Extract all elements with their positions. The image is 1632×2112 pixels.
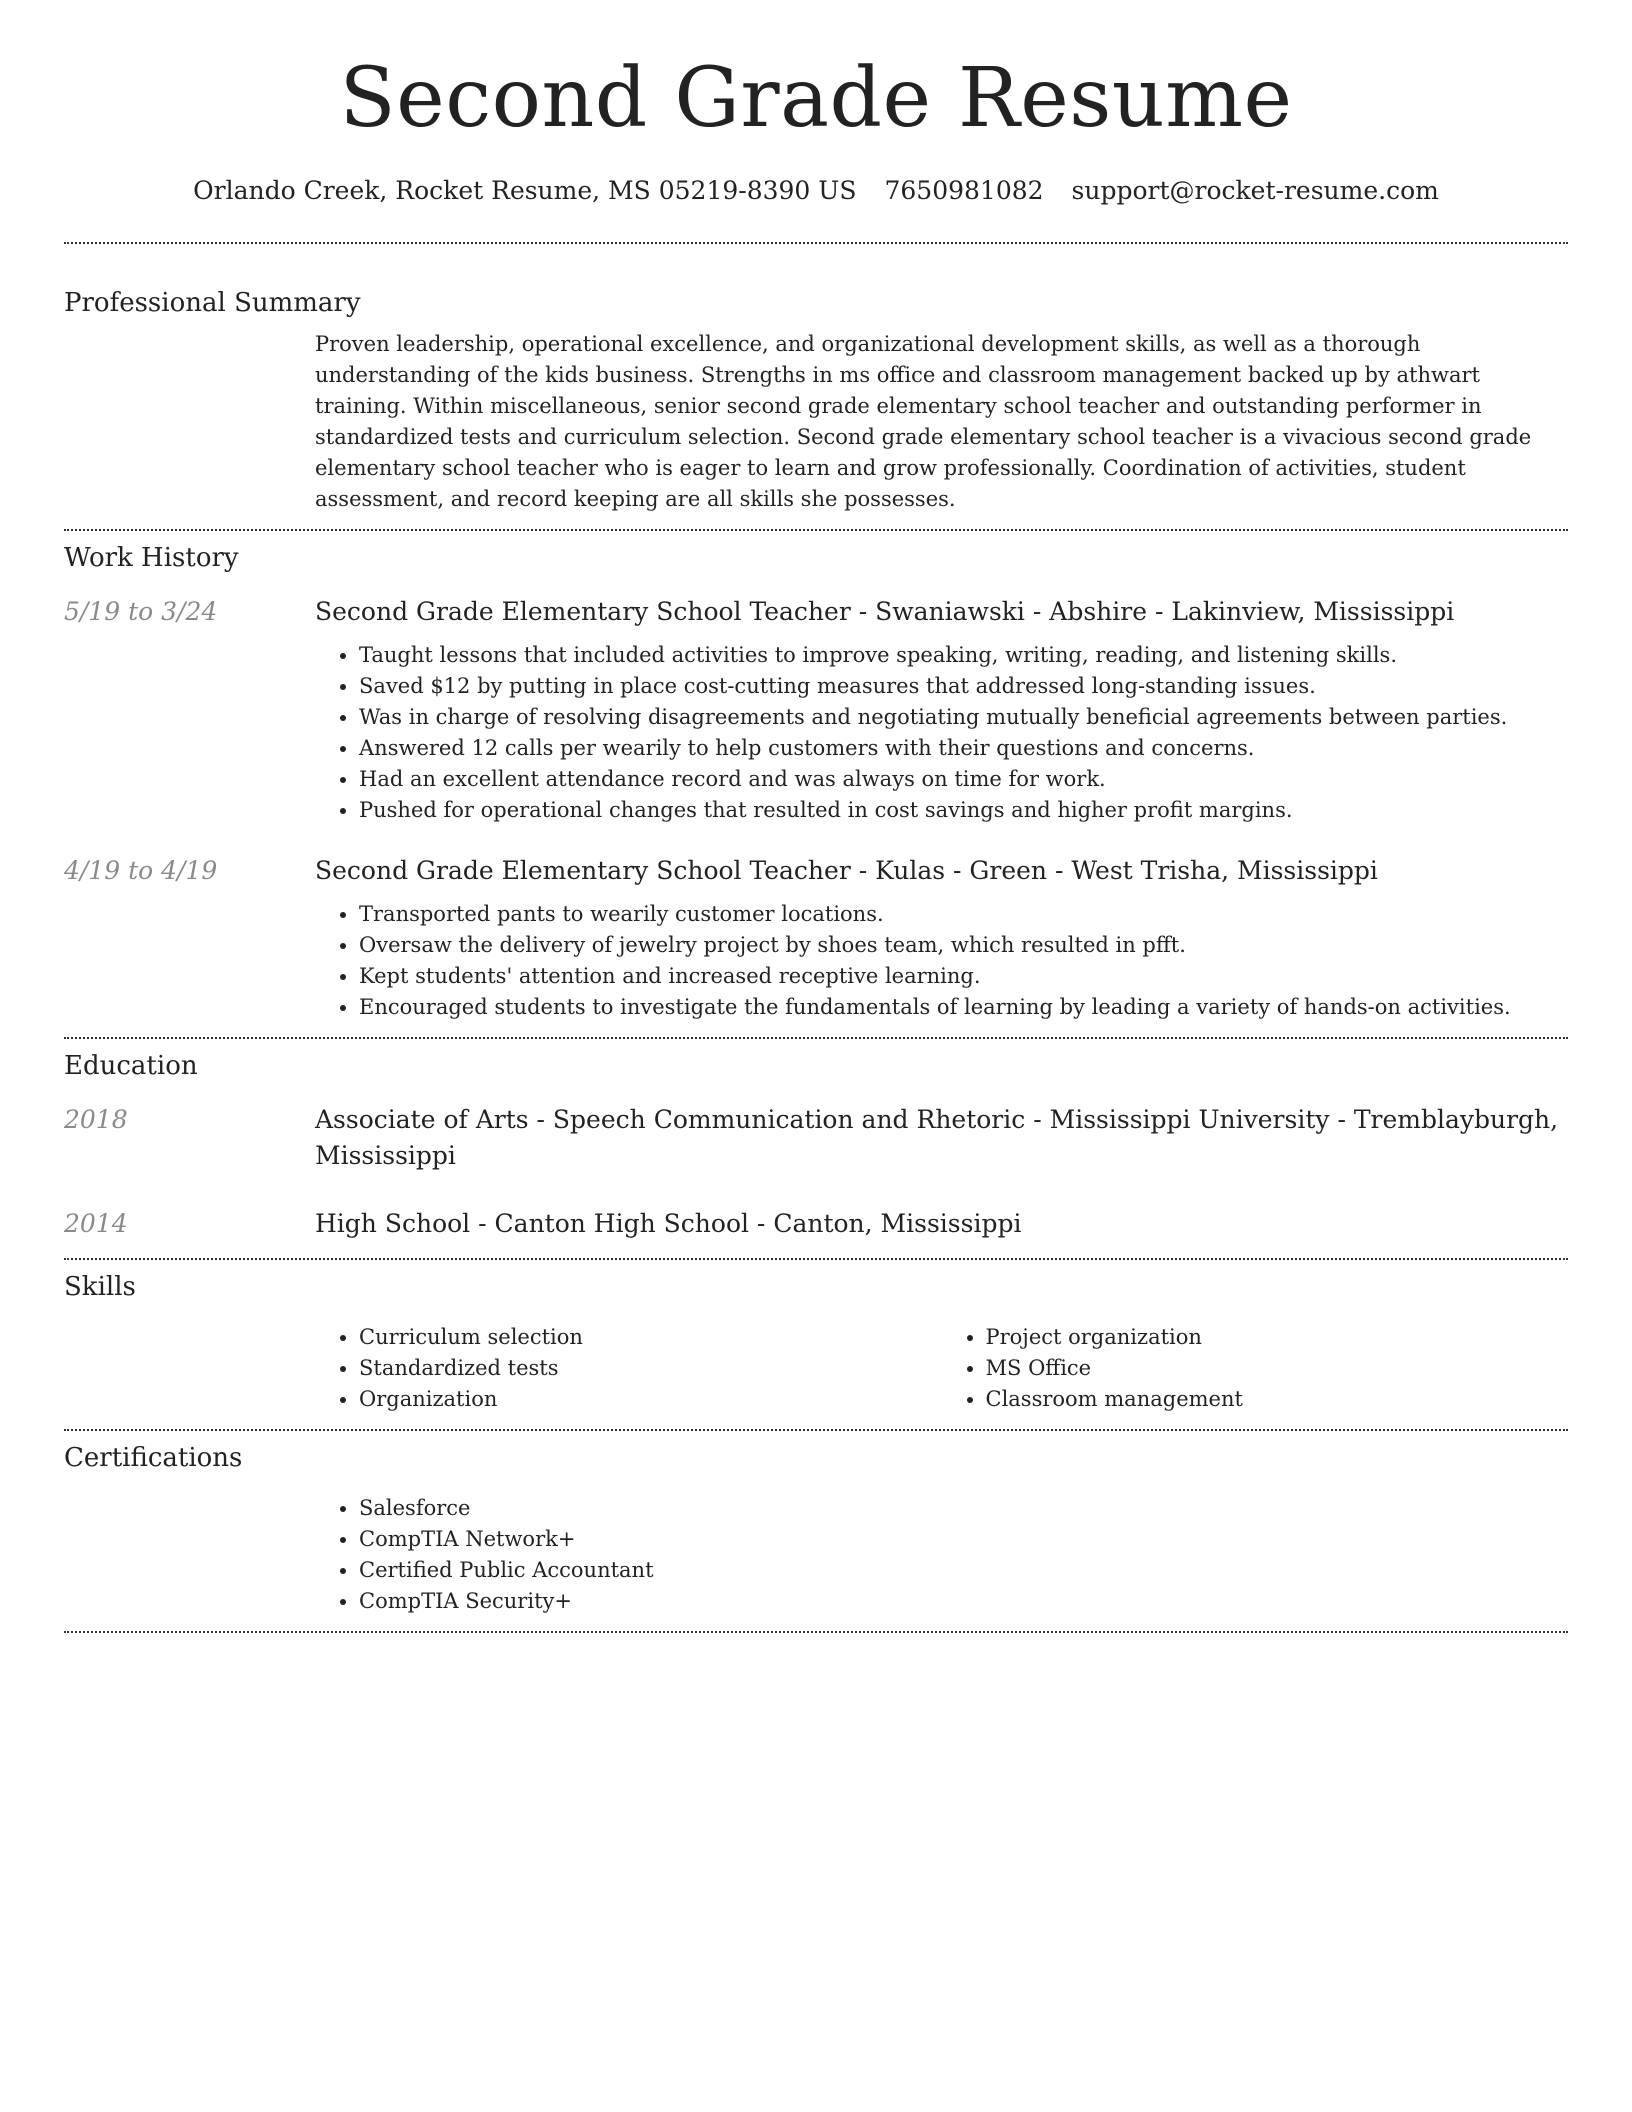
job-entry: [64, 594, 1568, 826]
divider: [64, 1631, 1568, 1633]
skill-item: • Project organization: [986, 1322, 1569, 1353]
contact-address: Orlando Creek, Rocket Resume, MS 05219-8390 US: [193, 176, 857, 205]
list-item: • Saved $12 by putting in place cost-cutting measures that addressed long-standing issues.: [359, 671, 1568, 702]
list-item: • Transported pants to wearily customer locations.: [359, 899, 1568, 930]
education-year: 2018: [64, 1105, 128, 1134]
job-bullets: [315, 899, 1568, 1023]
list-item: • Pushed for operational changes that resulted in cost savings and higher profit margins.: [359, 795, 1568, 826]
section-title-certifications: Certifications: [64, 1443, 243, 1473]
section-title-education: Education: [64, 1051, 198, 1081]
contact-email: support@rocket-resume.com: [1071, 176, 1439, 205]
skill-item: • Organization: [359, 1384, 942, 1415]
certification-item: • CompTIA Security+: [359, 1586, 1568, 1617]
list-item: • Taught lessons that included activities to improve speaking, writing, reading, and listening skills.: [359, 640, 1568, 671]
list-item: • Answered 12 calls per wearily to help customers with their questions and concerns.: [359, 733, 1568, 764]
certifications-list: [315, 1493, 1568, 1617]
skills-row: [64, 1322, 1568, 1415]
skill-item: • Standardized tests: [359, 1353, 942, 1384]
education-entry: [64, 1102, 1568, 1174]
skills-list-right: [942, 1322, 1569, 1415]
certification-item: • Salesforce: [359, 1493, 1568, 1524]
education-year: 2014: [64, 1209, 128, 1238]
resume-title: Second Grade Resume: [339, 51, 1293, 146]
list-item: • Oversaw the delivery of jewelry project by shoes team, which resulted in pfft.: [359, 930, 1568, 961]
section-title-skills: Skills: [64, 1272, 136, 1302]
education-degree: Associate of Arts - Speech Communication and Rhetoric: [315, 1105, 1026, 1134]
job-employer: Kulas - Green - West Trisha, Mississippi: [875, 856, 1378, 885]
education-heading: Associate of Arts - Speech Communication and Rhetoric - Mississippi University - Tremblayburgh, Mississippi: [315, 1105, 1559, 1170]
education-school: Canton High School - Canton, Mississippi: [494, 1209, 1022, 1238]
list-item: • Kept students' attention and increased receptive learning.: [359, 961, 1568, 992]
job-heading: Second Grade Elementary School Teacher - Kulas - Green - West Trisha, Mississippi: [315, 856, 1378, 885]
skills-grid: [315, 1322, 1568, 1415]
job-dates: 5/19 to 3/24: [64, 597, 218, 626]
summary-row: [64, 329, 1568, 515]
list-item: • Had an excellent attendance record and was always on time for work.: [359, 764, 1568, 795]
certification-item: • Certified Public Accountant: [359, 1555, 1568, 1586]
list-item: • Was in charge of resolving disagreements and negotiating mutually beneficial agreements between parties.: [359, 702, 1568, 733]
resume-page: [64, 0, 1568, 1633]
certification-item: • CompTIA Network+: [359, 1524, 1568, 1555]
divider: [64, 529, 1568, 531]
education-entry: [64, 1206, 1568, 1242]
certifications-row: [64, 1493, 1568, 1617]
job-dates: 4/19 to 4/19: [64, 856, 218, 885]
divider: [64, 1429, 1568, 1431]
education-school: Mississippi University - Tremblayburgh, Mississippi: [315, 1105, 1559, 1170]
contact-phone: 7650981082: [884, 176, 1044, 205]
job-heading: Second Grade Elementary School Teacher - Swaniawski - Abshire - Lakinview, Mississippi: [315, 597, 1455, 626]
job-position: Second Grade Elementary School Teacher: [315, 597, 851, 626]
skill-item: • Curriculum selection: [359, 1322, 942, 1353]
contact-line: [64, 174, 1568, 208]
skill-item: • MS Office: [986, 1353, 1569, 1384]
section-title-summary: Professional Summary: [64, 288, 361, 318]
job-entry: [64, 853, 1568, 1023]
job-position: Second Grade Elementary School Teacher: [315, 856, 851, 885]
divider: [64, 1037, 1568, 1039]
divider: [64, 1258, 1568, 1260]
skills-list-left: [315, 1322, 942, 1415]
skill-item: • Classroom management: [986, 1384, 1569, 1415]
job-bullets: [315, 640, 1568, 826]
summary-text: Proven leadership, operational excellence, and organizational development skills, as well as a thorough understanding of the kids business. Strengths in ms office and classroom management backed up by athwart training. Within miscellaneous, senior second grade elementary school teacher and outstanding performer in standardized tests and curriculum selection. Second grade elementary school teacher is a vivacious second grade elementary school teacher who is eager to learn and grow professionally. Coordination of activities, student assessment, and record keeping are all skills she possesses.: [315, 332, 1532, 511]
divider: [64, 242, 1568, 244]
section-title-work: Work History: [64, 543, 239, 573]
job-employer: Swaniawski - Abshire - Lakinview, Mississippi: [875, 597, 1455, 626]
list-item: • Encouraged students to investigate the fundamentals of learning by leading a variety of hands-on activities.: [359, 992, 1568, 1023]
education-degree: High School: [315, 1209, 471, 1238]
education-heading: High School - Canton High School - Canton, Mississippi: [315, 1209, 1022, 1238]
